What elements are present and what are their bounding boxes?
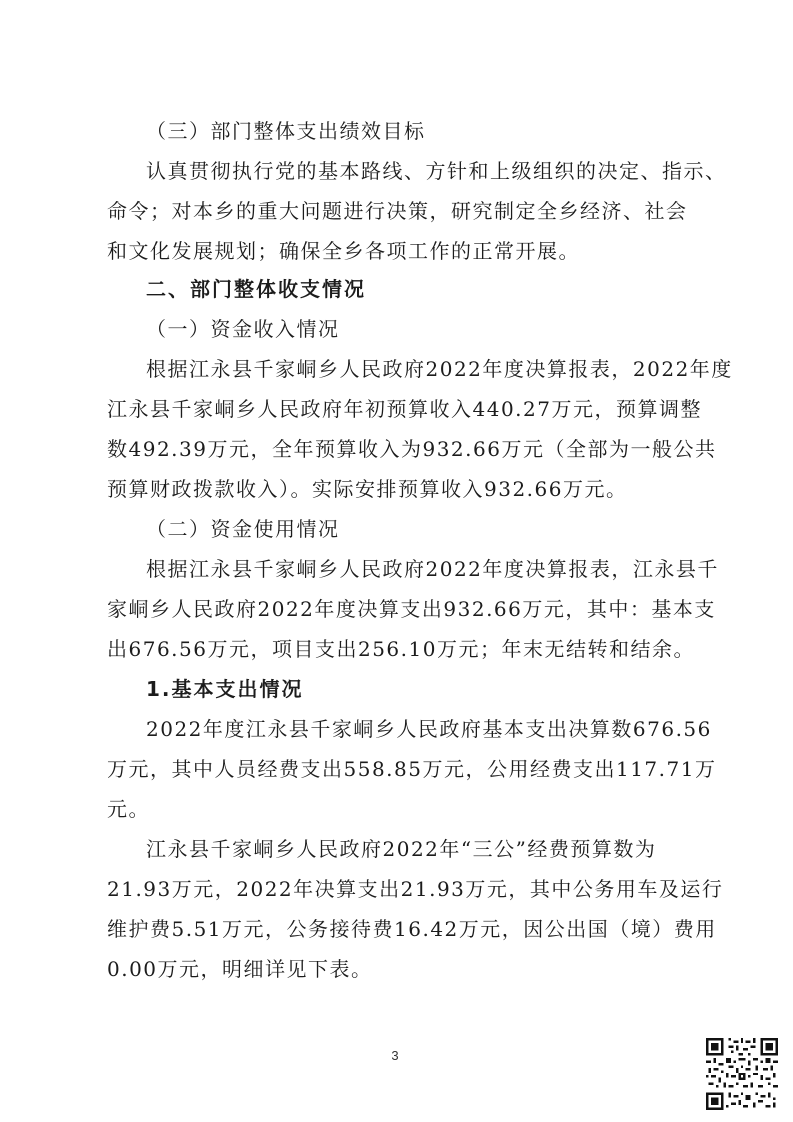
paragraph-line: 根据江永县千家峒乡人民政府2022年度决算报表，2022年度 [146,357,733,381]
paragraph-line: 认真贯彻执行党的基本路线、方针和上级组织的决定、指示、 [146,159,727,183]
paragraph-line: 命令；对本乡的重大问题进行决策，研究制定全乡经济、社会 [107,199,688,223]
paragraph-line: 2022年度江永县千家峒乡人民政府基本支出决算数676.56 [146,717,712,741]
paragraph-line: 根据江永县千家峒乡人民政府2022年度决算报表，江永县千 [146,557,719,581]
paragraph-line: 万元，其中人员经费支出558.85万元，公用经费支出117.71万 [107,757,717,781]
section-heading-performance-goal: （三）部门整体支出绩效目标 [146,119,426,143]
paragraph-line: 和文化发展规划；确保全乡各项工作的正常开展。 [107,239,580,263]
paragraph-line: 江永县千家峒乡人民政府2022年“三公”经费预算数为 [146,837,657,861]
qr-code-icon [706,1038,778,1110]
subsection-heading-basic-expenditure: 1.基本支出情况 [146,677,304,701]
subsection-heading-usage: （二）资金使用情况 [146,517,340,541]
paragraph-line: 0.00万元，明细详见下表。 [107,957,373,981]
paragraph-line: 数492.39万元，全年预算收入为932.66万元（全部为一般公共 [107,437,717,461]
paragraph-line: 家峒乡人民政府2022年度决算支出932.66万元，其中：基本支 [107,597,716,621]
paragraph-line: 出676.56万元，项目支出256.10万元；年末无结转和结余。 [107,637,695,661]
page-number: 3 [391,1048,399,1063]
paragraph-line: 维护费5.51万元，公务接待费16.42万元，因公出国（境）费用 [107,917,717,941]
paragraph-line: 江永县千家峒乡人民政府年初预算收入440.27万元，预算调整 [107,397,702,421]
subsection-heading-income: （一）资金收入情况 [146,317,340,341]
paragraph-line: 21.93万元，2022年决算支出21.93万元，其中公务用车及运行 [107,877,724,901]
paragraph-line: 预算财政拨款收入）。实际安排预算收入932.66万元。 [107,477,628,501]
section-heading-income-expenditure: 二、部门整体收支情况 [146,277,366,301]
paragraph-line: 元。 [107,797,150,821]
